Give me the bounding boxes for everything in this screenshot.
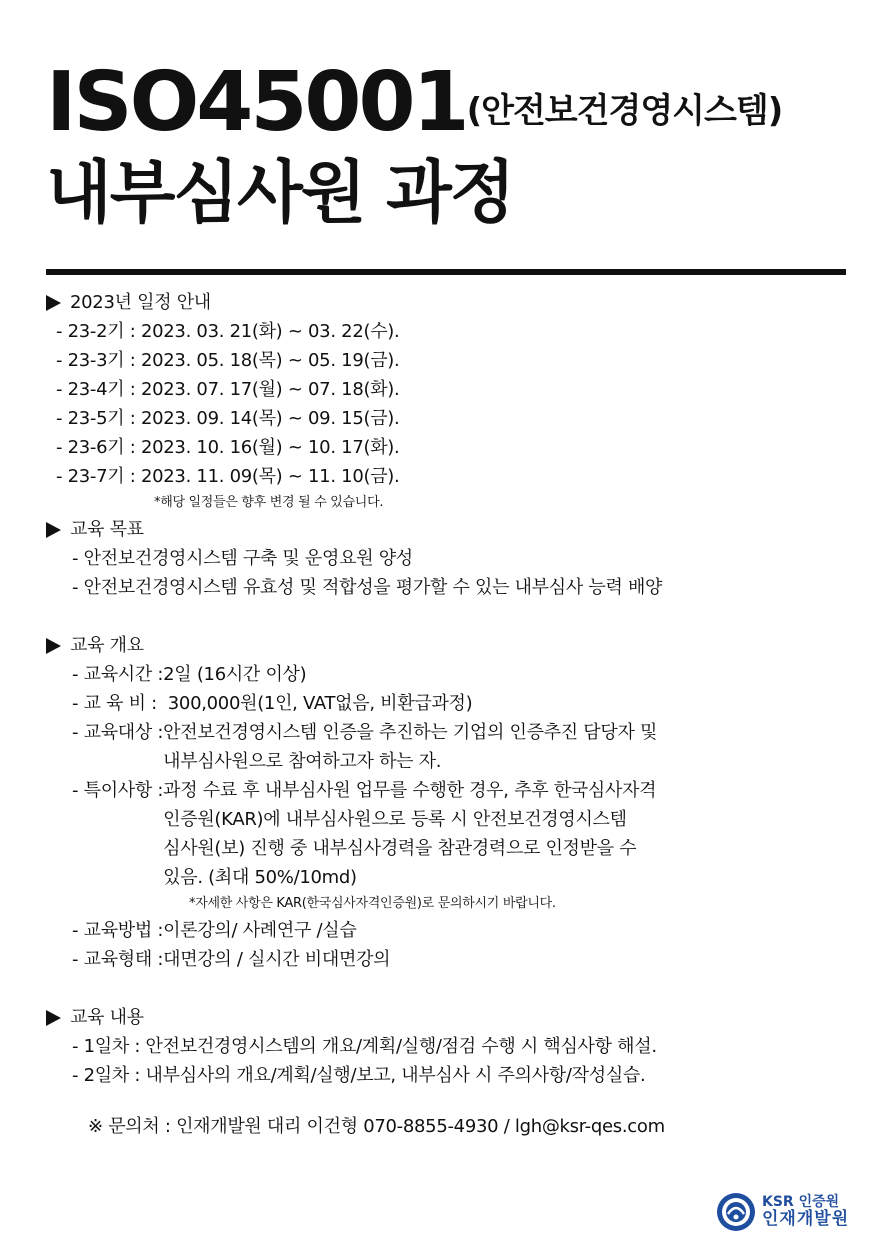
overview-time (46, 660, 846, 689)
ksr-emblem-icon (716, 1192, 756, 1232)
overview-value: 이론강의/ 사례연구 /실습 (163, 920, 357, 941)
overview-value: 안전보건경영시스템 인증을 추진하는 기업의 인증추진 담당자 및 (163, 722, 658, 743)
section-header-contents (46, 1003, 846, 1032)
schedule-item: - 23-6기 : 2023. 10. 16(월) ~ 10. 17(화). (56, 437, 400, 458)
page-title-line2: 내부심사원 과정 (46, 154, 514, 233)
overview-value: 과정 수료 후 내부심사원 업무를 수행한 경우, 추후 한국심사자격 (163, 780, 657, 801)
schedule-note: *해당 일정들은 향후 변경 될 수 있습니다. (154, 495, 384, 510)
schedule-item: - 23-2기 : 2023. 03. 21(화) ~ 03. 22(수). (56, 321, 400, 342)
content (46, 288, 846, 1141)
triangle-bullet-icon (46, 638, 61, 654)
section-header-goal (46, 515, 846, 544)
schedule-item: - 23-3기 : 2023. 05. 18(목) ~ 05. 19(금). (56, 350, 400, 371)
triangle-bullet-icon (46, 522, 61, 538)
schedule-item: - 23-4기 : 2023. 07. 17(월) ~ 07. 18(화). (56, 379, 400, 400)
page-title (46, 55, 783, 150)
overview-key: - 교 육 비 : (72, 693, 168, 714)
overview-key: - 교육대상 : (72, 722, 164, 743)
title-sub: (안전보건경영시스템) (466, 91, 783, 131)
overview-key: - 특이사항 : (72, 780, 164, 801)
overview-value: 대면강의 / 실시간 비대면강의 (163, 949, 391, 970)
overview-special (46, 776, 846, 892)
contact-info: ※ 문의처 : 인재개발원 대리 이건형 070-8855-4930 / lgh@ksr-qes.com (88, 1116, 665, 1137)
overview-value: 인증원(KAR)에 내부심사원으로 등록 시 안전보건경영시스템 (163, 809, 627, 830)
section-header-overview (46, 631, 846, 660)
logo-brand-suffix: 인증원 (793, 1193, 840, 1210)
overview-value: 2일 (16시간 이상) (163, 664, 307, 685)
schedule-item: - 23-5기 : 2023. 09. 14(목) ~ 09. 15(금). (56, 408, 400, 429)
overview-form (46, 945, 846, 974)
overview-fee (46, 689, 846, 718)
overview-value: 300,000원(1인, VAT없음, 비환급과정) (167, 693, 473, 714)
contents-item: - 1일차 : 안전보건경영시스템의 개요/계획/실행/점검 수행 시 핵심사항 해설. (72, 1036, 657, 1057)
section-title: 교육 내용 (70, 1007, 144, 1028)
triangle-bullet-icon (46, 1010, 61, 1026)
section-header-schedule (46, 288, 846, 317)
section-title: 2023년 일정 안내 (70, 292, 211, 313)
logo-brand: KSR (762, 1193, 794, 1210)
overview-value: 내부심사원으로 참여하고자 하는 자. (163, 751, 442, 772)
goal-item: - 안전보건경영시스템 유효성 및 적합성을 평가할 수 있는 내부심사 능력 배양 (72, 577, 663, 598)
overview-key: - 교육형태 : (72, 949, 164, 970)
contents-item: - 2일차 : 내부심사의 개요/계획/실행/보고, 내부심사 시 주의사항/작성실습. (72, 1065, 646, 1086)
overview-key: - 교육시간 : (72, 664, 164, 685)
triangle-bullet-icon (46, 295, 61, 311)
title-main: ISO45001 (46, 55, 467, 150)
goal-item: - 안전보건경영시스템 구축 및 운영요원 양성 (72, 548, 413, 569)
overview-value: 심사원(보) 진행 중 내부심사경력을 참관경력으로 인정받을 수 (163, 838, 637, 859)
overview-value: 있음. (최대 50%/10md) (163, 867, 357, 888)
overview-target (46, 718, 846, 776)
title-divider (46, 269, 846, 275)
special-note: *자세한 사항은 KAR(한국심사자격인증원)로 문의하시기 바랍니다. (189, 896, 556, 911)
overview-key: - 교육방법 : (72, 920, 164, 941)
ksr-logo (716, 1190, 866, 1234)
schedule-item: - 23-7기 : 2023. 11. 09(목) ~ 11. 10(금). (56, 466, 400, 487)
overview-method (46, 916, 846, 945)
section-title: 교육 개요 (70, 635, 144, 656)
logo-subtitle: 인재개발원 (762, 1209, 850, 1230)
section-title: 교육 목표 (70, 519, 144, 540)
